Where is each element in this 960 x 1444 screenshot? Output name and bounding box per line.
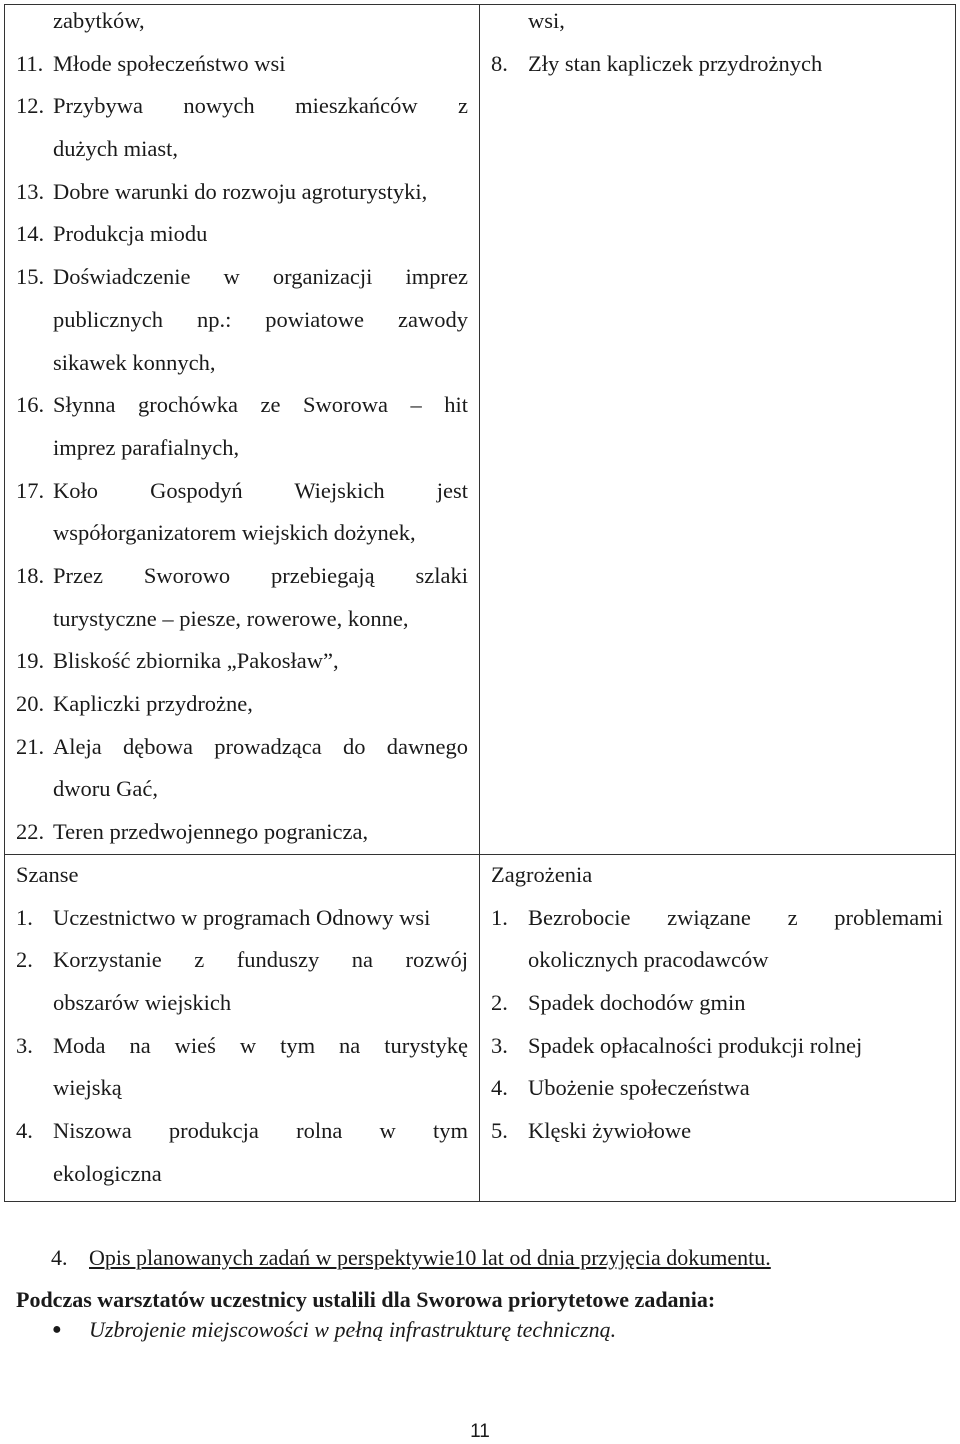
item-number: 18. xyxy=(16,562,45,588)
item-text: Słynna grochówka ze Sworowa – hit xyxy=(53,392,468,418)
list-item xyxy=(16,85,468,128)
item-number: 21. xyxy=(16,733,45,759)
item-text: okolicznych pracodawców xyxy=(528,947,769,973)
list-item-continuation xyxy=(16,512,468,555)
item-number: 1. xyxy=(16,904,33,930)
list-item-continuation xyxy=(16,128,468,171)
item-number: 8. xyxy=(491,50,508,76)
item-text: Niszowa produkcja rolna w tym xyxy=(53,1118,468,1144)
list-item-continuation xyxy=(16,427,468,470)
item-text: sikawek konnych, xyxy=(53,349,216,375)
item-number: 5. xyxy=(491,1118,508,1144)
list-item xyxy=(491,0,943,43)
list-item xyxy=(16,811,468,854)
item-number: 4. xyxy=(491,1075,508,1101)
bullet-icon: ● xyxy=(52,1321,62,1338)
list-item xyxy=(491,982,943,1025)
cell-header xyxy=(16,854,468,897)
item-text: Klęski żywiołowe xyxy=(528,1118,692,1144)
intro-bold-text: Podczas warsztatów uczestnicy ustalili dla Sworowa priorytetowe zadania: xyxy=(16,1287,716,1312)
list-item xyxy=(16,640,468,683)
item-text: Zły stan kapliczek przydrożnych xyxy=(528,50,823,76)
item-text: zabytków, xyxy=(53,8,145,33)
item-text: Przez Sworowo przebiegają szlaki xyxy=(53,562,468,588)
item-text: Przybywa nowych mieszkańców z xyxy=(53,93,468,119)
section-number: 4. xyxy=(51,1245,68,1270)
weaknesses-cell xyxy=(491,0,943,85)
item-text: Koło Gospodyń Wiejskich jest xyxy=(53,477,468,503)
item-number: 17. xyxy=(16,477,45,503)
list-item-continuation xyxy=(16,1067,468,1110)
list-item xyxy=(16,0,468,43)
opportunities-cell xyxy=(16,854,468,1196)
item-text: ekologiczna xyxy=(53,1160,162,1186)
item-text: Produkcja miodu xyxy=(53,221,208,247)
item-text: imprez parafialnych, xyxy=(53,434,240,460)
item-text: Bliskość zbiornika „Pakosław”, xyxy=(53,648,339,674)
item-text: Kapliczki przydrożne, xyxy=(53,691,253,716)
list-item-continuation xyxy=(16,768,468,811)
list-item-continuation xyxy=(16,1153,468,1196)
list-item xyxy=(16,726,468,769)
list-item xyxy=(16,256,468,299)
list-item xyxy=(16,683,468,726)
item-text: turystyczne – piesze, rowerowe, konne, xyxy=(53,605,409,631)
item-text: wiejską xyxy=(53,1075,122,1101)
list-item xyxy=(16,213,468,256)
threats-cell xyxy=(491,854,943,1153)
item-text: Doświadczenie w organizacji imprez xyxy=(53,264,468,290)
item-text: Dobre warunki do rozwoju agroturystyki, xyxy=(53,178,428,204)
item-text: Aleja dębowa prowadząca do dawnego xyxy=(53,733,468,759)
item-text: Moda na wieś w tym na turystykę xyxy=(53,1032,468,1058)
item-text: Spadek dochodów gmin xyxy=(528,990,746,1016)
item-number: 22. xyxy=(16,819,45,845)
item-number: 20. xyxy=(16,691,45,716)
list-item-continuation xyxy=(491,939,943,982)
page-number: 11 xyxy=(470,1421,490,1442)
item-number: 11. xyxy=(16,50,44,76)
item-text: współorganizatorem wiejskich dożynek, xyxy=(53,520,416,546)
item-text: Bezrobocie związane z problemami xyxy=(528,904,943,930)
item-text: Młode społeczeństwo wsi xyxy=(53,50,286,76)
list-item-continuation xyxy=(16,598,468,641)
item-number: 13. xyxy=(16,178,45,204)
item-number: 14. xyxy=(16,221,45,247)
list-item xyxy=(491,1025,943,1068)
list-item-continuation xyxy=(16,342,468,385)
item-number: 16. xyxy=(16,392,45,418)
item-number: 19. xyxy=(16,648,45,674)
cell-header xyxy=(491,854,943,897)
threats-header: Zagrożenia xyxy=(491,862,593,887)
item-text: Uczestnictwo w programach Odnowy wsi xyxy=(53,904,431,930)
item-text: wsi, xyxy=(528,8,565,33)
list-item xyxy=(16,939,468,982)
item-text: Teren przedwojennego pogranicza, xyxy=(53,819,369,845)
item-text: Ubożenie społeczeństwa xyxy=(528,1075,750,1101)
list-item xyxy=(16,1110,468,1153)
item-number: 15. xyxy=(16,264,45,290)
list-item xyxy=(16,470,468,513)
item-number: 12. xyxy=(16,93,45,119)
list-item xyxy=(16,171,468,214)
strengths-cell xyxy=(16,0,468,854)
item-text: dużych miast, xyxy=(53,136,178,162)
list-item xyxy=(491,1067,943,1110)
list-item xyxy=(491,43,943,86)
item-text: Spadek opłacalności produkcji rolnej xyxy=(528,1032,863,1058)
list-item-continuation xyxy=(16,982,468,1025)
list-item xyxy=(16,555,468,598)
list-item-continuation xyxy=(16,299,468,342)
item-number: 2. xyxy=(16,947,33,973)
item-text: dworu Gać, xyxy=(53,776,158,802)
table-column-divider xyxy=(479,4,480,1202)
item-number: 4. xyxy=(16,1118,33,1144)
list-item xyxy=(16,1025,468,1068)
item-text: publicznych np.: powiatowe zawody xyxy=(53,306,468,332)
list-item xyxy=(16,384,468,427)
list-item xyxy=(491,897,943,940)
item-number: 3. xyxy=(491,1032,508,1058)
list-item xyxy=(16,897,468,940)
item-number: 1. xyxy=(491,904,508,930)
list-item xyxy=(16,43,468,86)
bullet-text: Uzbrojenie miejscowości w pełną infrastrukturę techniczną. xyxy=(89,1317,617,1342)
section-title: Opis planowanych zadań w perspektywie10 lat od dnia przyjęcia dokumentu. xyxy=(89,1245,771,1270)
item-text: Korzystanie z funduszy na rozwój xyxy=(53,947,468,973)
item-number: 2. xyxy=(491,990,508,1016)
item-number: 3. xyxy=(16,1032,33,1058)
opportunities-header: Szanse xyxy=(16,862,79,887)
list-item xyxy=(491,1110,943,1153)
item-text: obszarów wiejskich xyxy=(53,990,232,1016)
